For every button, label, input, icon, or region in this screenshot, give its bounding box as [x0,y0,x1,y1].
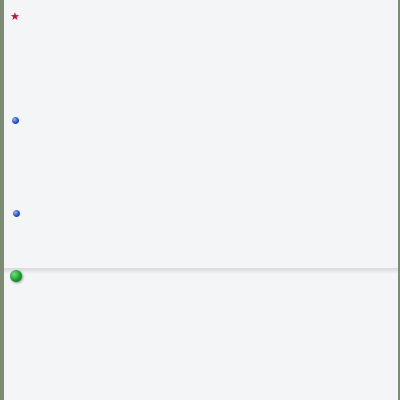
blue-pushpin-icon [13,210,20,217]
green-pushpin-icon [10,270,22,282]
club-logo [10,4,74,26]
blue-pushpin-icon [12,117,19,124]
star-icon: ★ [10,10,20,23]
results-sheet [4,0,398,400]
page-fold [4,268,398,274]
